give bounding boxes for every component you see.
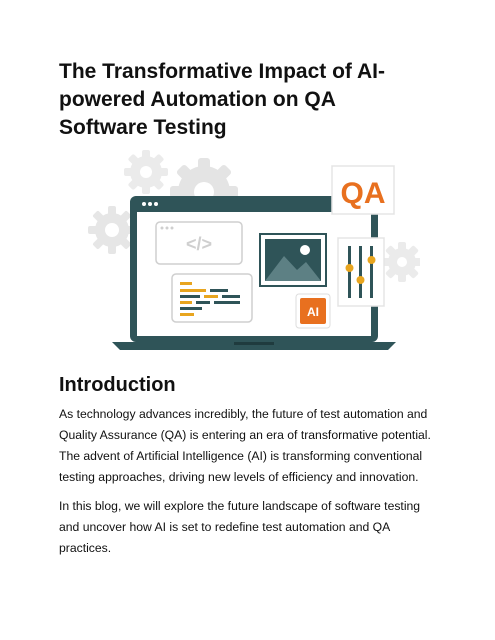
code-symbol-icon: </> — [185, 234, 213, 254]
qa-badge-text: QA — [340, 177, 386, 210]
code-window — [156, 222, 242, 264]
code-lines-panel — [172, 274, 252, 322]
hero-illustration — [84, 146, 420, 362]
gear-icon — [382, 242, 420, 282]
blog-overview-paragraph: In this blog, we will explore the future landscape of software testing and uncover how AI is set to redefine test automation and QA practices. — [59, 499, 421, 555]
ai-badge-text: AI — [307, 305, 319, 319]
gear-icon — [124, 150, 168, 194]
page-title: The Transformative Impact of AI-powered Automation on QA Software Testing — [59, 60, 385, 139]
sliders-icon — [338, 238, 384, 306]
gear-icon — [88, 206, 136, 254]
ai-chip-icon — [296, 294, 330, 328]
image-placeholder-icon — [260, 234, 326, 286]
intro-paragraph: As technology advances incredibly, the future of test automation and Quality Assurance (QA) is entering an era of transformative potential. The advent of Artificial Intelligence (AI) is transforming conventional testing approaches, driving new levels of efficiency and innovation. — [59, 407, 431, 484]
section-heading-introduction: Introduction — [59, 374, 176, 396]
qa-badge — [332, 166, 394, 214]
